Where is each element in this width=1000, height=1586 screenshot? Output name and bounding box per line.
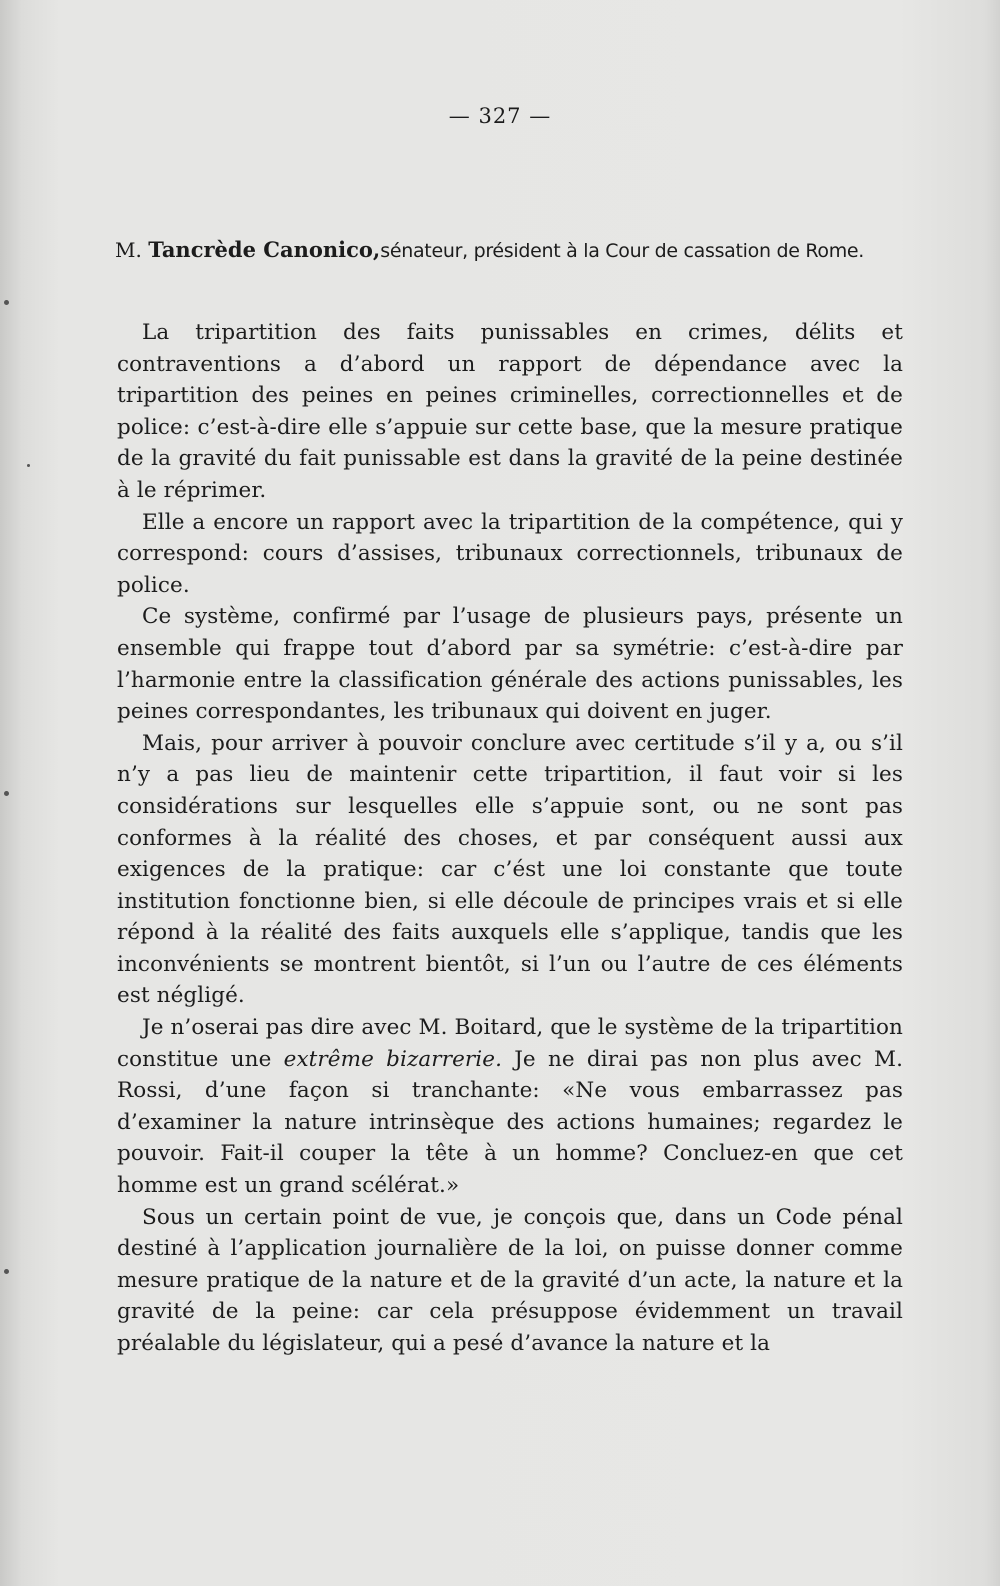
margin-speck	[4, 791, 9, 796]
header-prefix: M.	[115, 238, 142, 262]
margin-speck	[4, 300, 9, 305]
margin-speck	[4, 1269, 9, 1274]
paragraph: Elle a encore un rapport avec la tripartition de la compétence, qui y correspond: cours d’assises, tribunaux correctionnels, tribunaux de police.	[117, 509, 903, 598]
paragraph: Je n’oserai pas dire avec M. Boitard, que le système de la tripartition constitue une extrême bizarrerie. Je ne dirai pas non plus avec M. Rossi, d’une façon si tranchante: «Ne vous embarrassez pas d’examiner la nature intrinsèque des actions humaines; regardez le pouvoir. Fait-il couper la tête à un homme? Concluez-en que cet homme est un grand scélérat.»	[117, 1015, 903, 1199]
body-text	[117, 317, 903, 1360]
speaker-header	[115, 237, 905, 262]
speaker-role: sénateur, président à la Cour de cassation de Rome.	[380, 240, 865, 262]
paragraph: Sous un certain point de vue, je conçois que, dans un Code pénal destiné à l’application journalière de la loi, on puisse donner comme mesure pratique de la nature et de la gravité d’un acte, la nature et la gravité de la peine: car cela présuppose évidemment un travail préalable du législateur, qui a pesé d’avance la nature et la	[117, 1204, 903, 1356]
paragraph: La tripartition des faits punissables en crimes, délits et contraventions a d’abord un rapport de dépendance avec la tripartition des peines en peines criminelles, correctionnelles et de police: c’est-à-dire elle s’appuie sur cette base, que la mesure pratique de la gravité du fait punissable est dans la gravité de la peine destinée à le réprimer.	[117, 320, 903, 503]
margin-speck	[27, 464, 30, 467]
italic-phrase: extrême bizarrerie.	[283, 1046, 503, 1072]
page-number: — 327 —	[448, 104, 552, 128]
speaker-name: Tancrède Canonico,	[148, 237, 381, 262]
paragraph: Ce système, confirmé par l’usage de plusieurs pays, présente un ensemble qui frappe tout d’abord par sa symétrie: c’est-à-dire par l’harmonie entre la classification générale des actions punissables, les peines correspondantes, les tribunaux qui doivent en juger.	[117, 604, 903, 725]
paragraph: Mais, pour arriver à pouvoir conclure avec certitude s’il y a, ou s’il n’y a pas lieu de maintenir cette tripartition, il faut voir si les considérations sur lesquelles elle s’appuie sont, ou ne sont pas conformes à la réalité des choses, et par conséquent aussi aux exigences de la pratique: car c’ést une loi constante que toute institution fonctionne bien, si elle découle de principes vrais et si elle répond à la réalité des faits auxquels elle s’applique, tandis que les inconvénients se montrent bientôt, si l’un ou l’autre de ces éléments est négligé.	[117, 730, 903, 1009]
